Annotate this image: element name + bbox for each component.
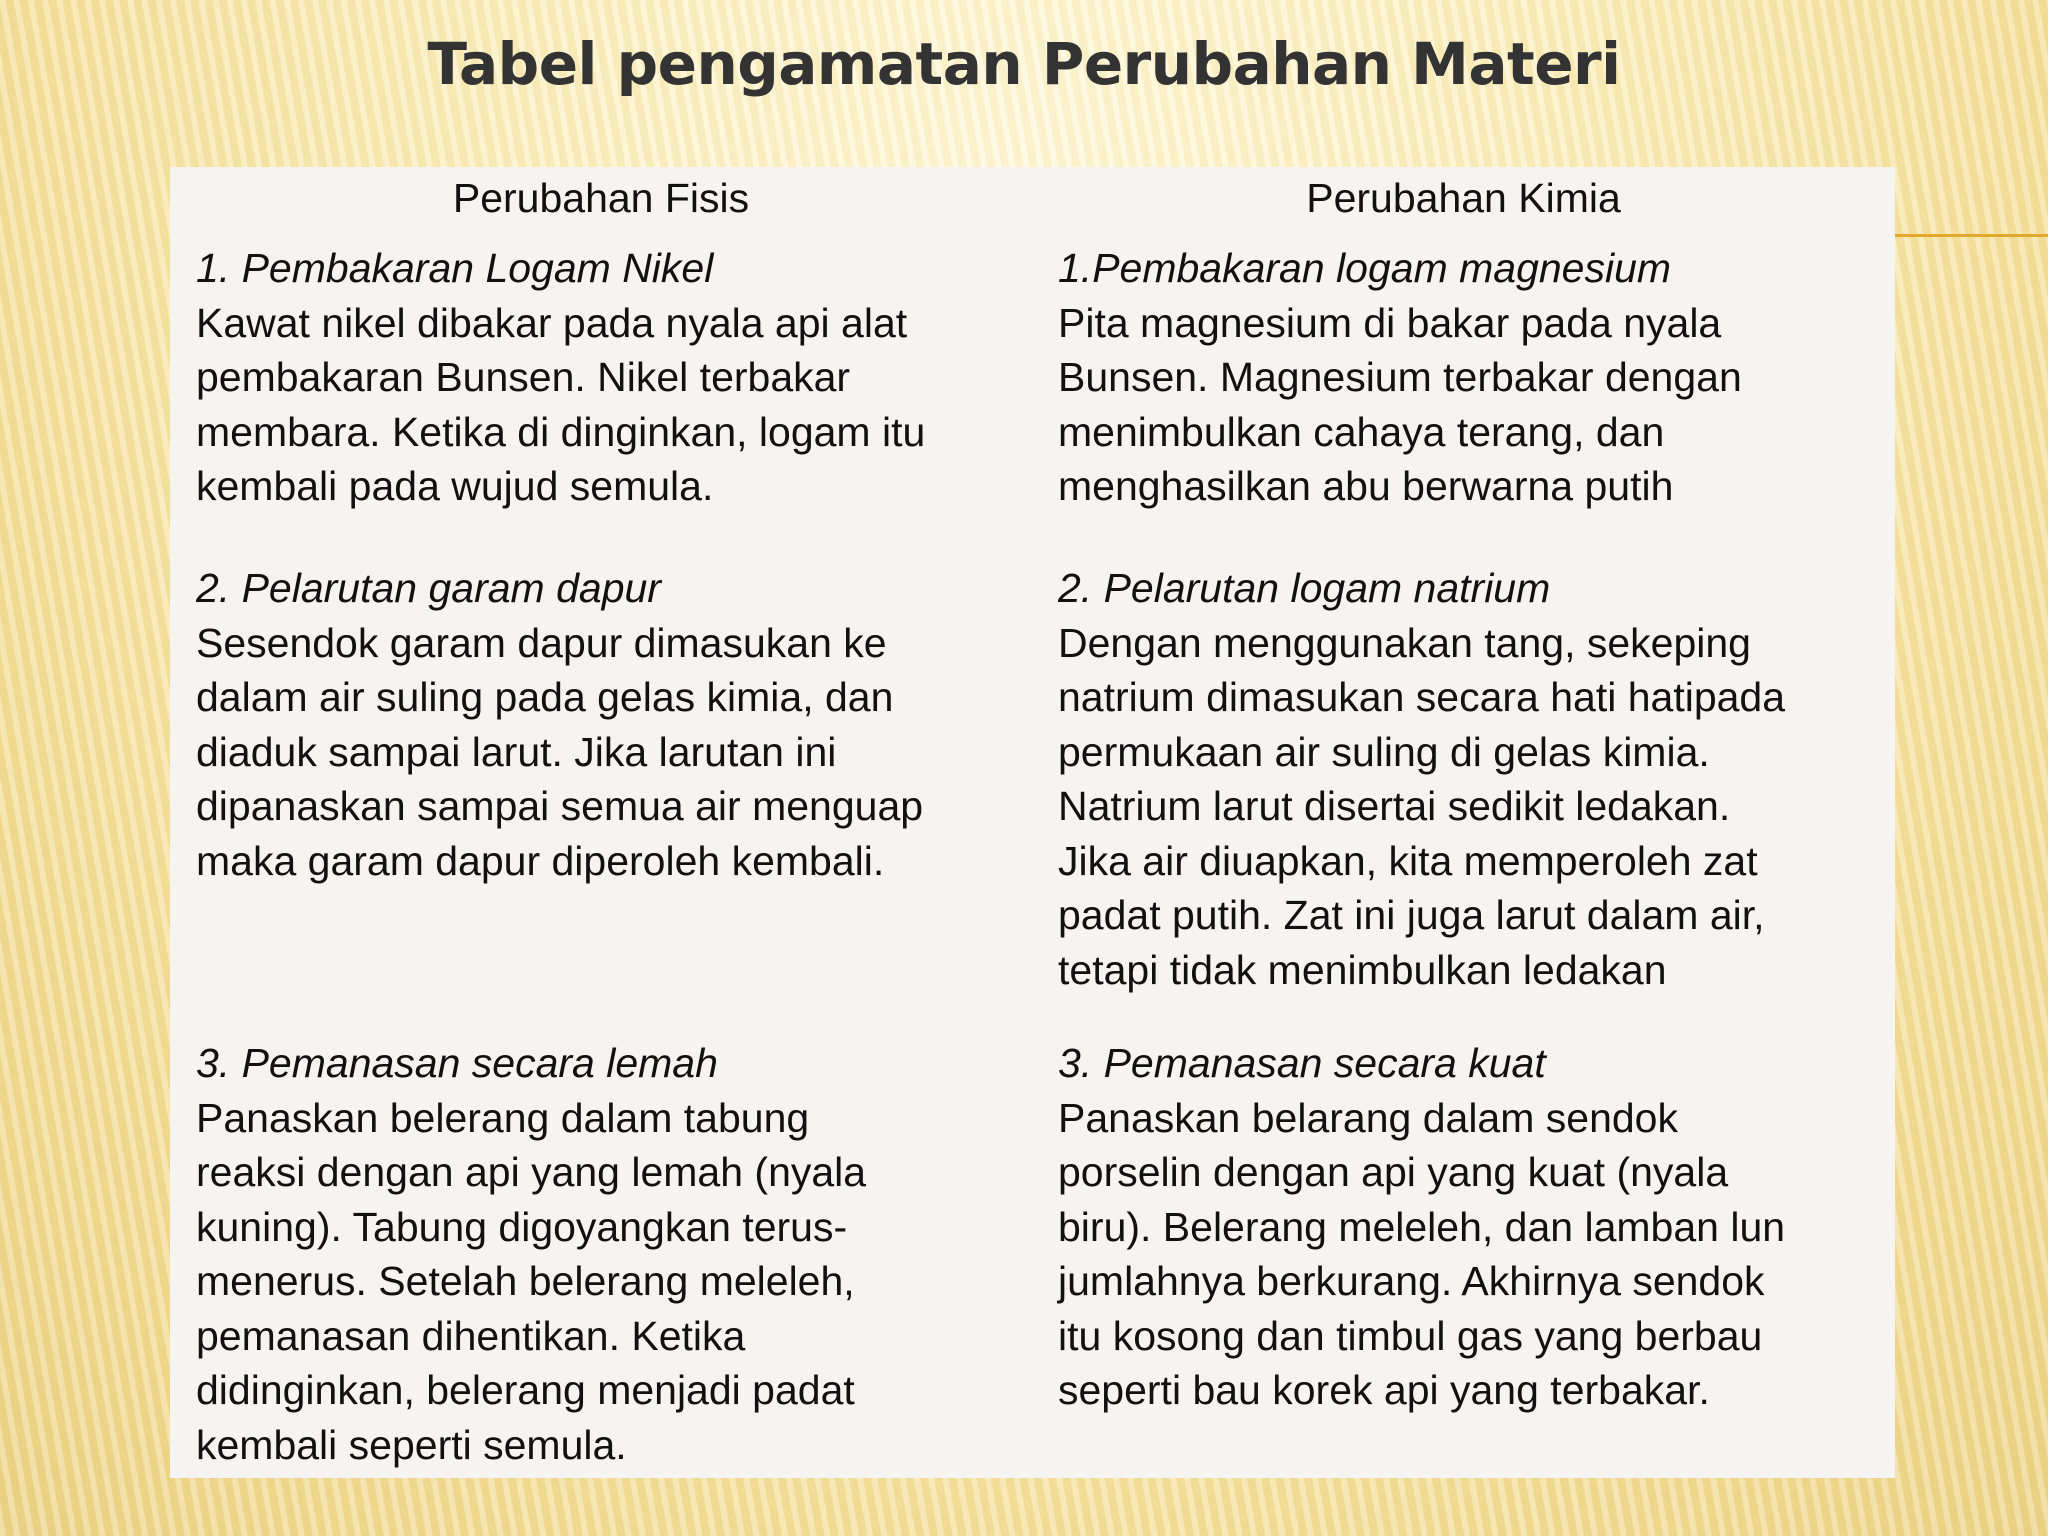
entry-fisis-3: [196, 1036, 996, 1472]
entry-title: 1.Pembakaran logam magnesium: [1058, 245, 1672, 291]
slide-title: Tabel pengamatan Perubahan Materi: [427, 30, 1621, 98]
column-header-fisis: Perubahan Fisis: [452, 175, 750, 221]
entry-kimia-1: [1058, 241, 1888, 514]
entry-body: Panaskan belerang dalam tabung reaksi dengan api yang lemah (nyala kuning). Tabung digoyangkan terus- menerus. Setelah belerang meleleh, pemanasan dihentikan. Ketika didinginkan, belerang menjadi padat kembali seperti semula.: [196, 1094, 867, 1468]
accent-line: [1895, 234, 2048, 237]
observation-table: [170, 167, 1895, 1478]
entry-body: Kawat nikel dibakar pada nyala api alat pembakaran Bunsen. Nikel terbakar membara. Ketika di dinginkan, logam itu kembali pada wujud semula.: [196, 299, 926, 509]
entry-fisis-2: [196, 561, 996, 888]
entry-title: 1. Pembakaran Logam Nikel: [196, 245, 714, 291]
entry-title: 3. Pemanasan secara kuat: [1058, 1040, 1546, 1086]
column-header-kimia: Perubahan Kimia: [1306, 175, 1621, 221]
entry-fisis-1: [196, 241, 996, 514]
entry-title: 2. Pelarutan logam natrium: [1058, 565, 1551, 611]
entry-body: Pita magnesium di bakar pada nyala Bunsen. Magnesium terbakar dengan menimbulkan cahaya terang, dan menghasilkan abu berwarna putih: [1058, 299, 1742, 509]
entry-body: Dengan menggunakan tang, sekeping natrium dimasukan secara hati hatipada permukaan air suling di gelas kimia. Natrium larut disertai sedikit ledakan. Jika air diuapkan, kita memperoleh zat padat putih. Zat ini juga larut dalam air, tetapi tidak menimbulkan ledakan: [1058, 619, 1786, 993]
entry-title: 3. Pemanasan secara lemah: [196, 1040, 718, 1086]
entry-body: Sesendok garam dapur dimasukan ke dalam air suling pada gelas kimia, dan diaduk sampai larut. Jika larutan ini dipanaskan sampai semua air menguap maka garam dapur diperoleh kembali.: [196, 619, 924, 884]
entry-body: Panaskan belarang dalam sendok porselin dengan api yang kuat (nyala biru). Belerang meleleh, dan lamban lun jumlahnya berkurang. Akhirnya sendok itu kosong dan timbul gas yang berbau seperti bau korek api yang terbakar.: [1058, 1094, 1786, 1413]
entry-kimia-2: [1058, 561, 1888, 997]
entry-kimia-3: [1058, 1036, 1888, 1418]
entry-title: 2. Pelarutan garam dapur: [196, 565, 661, 611]
